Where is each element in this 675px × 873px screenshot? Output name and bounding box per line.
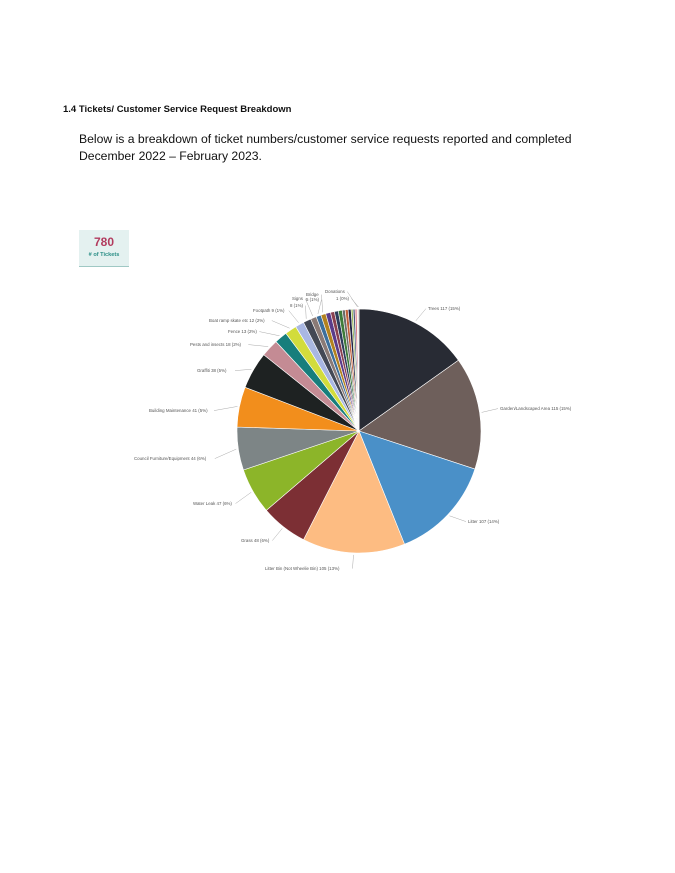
slice-label: Boat ramp skate etc 12 (2%): [209, 318, 265, 323]
slice-leader-line: [214, 406, 238, 410]
slice-leader-line: [322, 295, 323, 313]
slice-label: 1 (0%): [336, 296, 349, 301]
slice-leader-line: [289, 311, 299, 323]
slice-label: Litter 107 (14%): [468, 519, 500, 524]
description-line-1: Below is a breakdown of ticket numbers/customer service requests reported and completed: [79, 132, 572, 146]
ticket-count-label: # of Tickets: [88, 252, 120, 258]
slice-leader-line: [272, 321, 290, 329]
slice-label: Building Maintenance 41 (5%): [149, 408, 208, 413]
slice-label: Signs: [292, 296, 303, 301]
description-line-2: December 2022 – February 2023.: [79, 149, 262, 163]
slice-leader-line: [215, 449, 237, 459]
slice-label: Bridge: [306, 292, 319, 297]
slice-leader-line: [353, 555, 354, 569]
slice-label: 8 (1%): [290, 303, 303, 308]
slice-label: Council Furniture/Equipment 44 (6%): [134, 456, 207, 461]
slice-label: Donations: [325, 289, 345, 294]
slice-leader-line: [450, 516, 467, 522]
slice-label: Grass 48 (6%): [241, 538, 270, 543]
slice-label: Trees 117 (15%): [428, 306, 461, 311]
ticket-count-value: 780: [93, 235, 115, 249]
slice-label: Fence 13 (2%): [228, 329, 257, 334]
slice-label: Graffiti 38 (5%): [197, 368, 227, 373]
slice-leader-line: [306, 306, 307, 319]
section-heading: 1.4 Tickets/ Customer Service Request Breakdown: [63, 104, 292, 115]
slice-leader-line: [352, 299, 359, 307]
slice-label: Garden/Landscaped Area 115 (15%): [500, 406, 572, 411]
slice-label: 5 (1%): [306, 297, 319, 302]
slice-leader-line: [235, 369, 251, 370]
slice-leader-line: [259, 332, 279, 336]
slice-label: Water Leak 47 (6%): [193, 501, 232, 506]
slice-leader-line: [272, 528, 282, 540]
slice-leader-line: [416, 309, 426, 321]
slice-label: Litter Bin (Not Wheelie Bin) 105 (13%): [265, 566, 340, 571]
slice-leader-line: [248, 345, 268, 347]
slice-leader-line: [482, 409, 498, 413]
slice-label: Footpath 9 (1%): [253, 308, 285, 313]
slice-leader-line: [236, 492, 252, 503]
slice-label: Pests and insects 18 (2%): [190, 342, 242, 347]
